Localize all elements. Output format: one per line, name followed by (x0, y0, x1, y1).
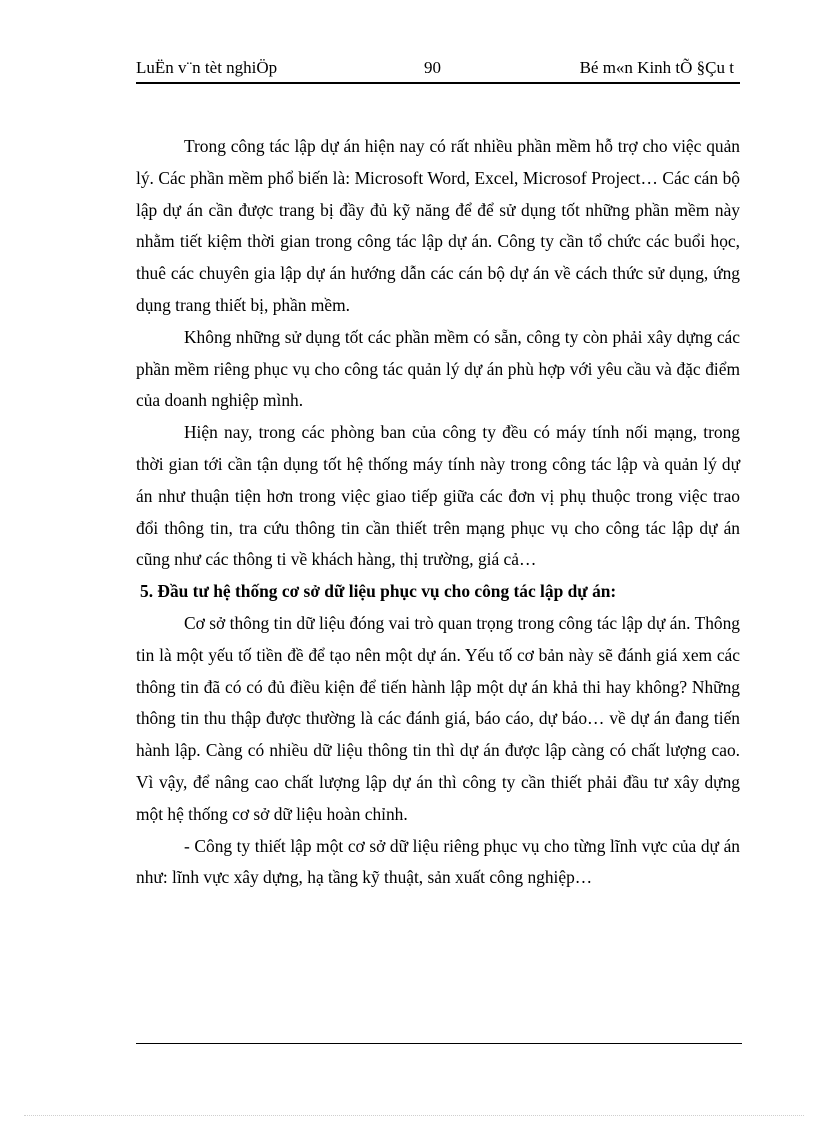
page-edge-divider (24, 1115, 804, 1116)
header-department: Bé m«n Kinh tÕ §Çu t (579, 58, 734, 77)
section-heading: 5. Đầu tư hệ thống cơ sở dữ liệu phục vụ cho công tác lập dự án: (140, 581, 617, 602)
page-header (136, 56, 740, 84)
body-paragraph: - Công ty thiết lập một cơ sở dữ liệu riêng phục vụ cho từng lĩnh vực của dự án như: lĩnh vực xây dựng, hạ tầng kỹ thuật, sản xuất công nghiệp… (136, 835, 740, 888)
body-paragraph: Cơ sở thông tin dữ liệu đóng vai trò quan trọng trong công tác lập dự án. Thông tin là một yếu tố tiền đề để tạo nên một dự án. Yếu tố cơ bản này sẽ đánh giá xem các thông tin đã có có đủ điều kiện để tiến hành lập một dự án khả thi hay không? Những thông tin thu thập được thường là các đánh giá, báo cáo, dự báo… về dự án đang tiến hành lập. Càng có nhiều dữ liệu thông tin thì dự án được lập càng có chất lượng cao. Vì vậy, để nâng cao chất lượng lập dự án thì công ty cần thiết phải đầu tư xây dựng một hệ thống cơ sở dữ liệu hoàn chỉnh. (136, 612, 740, 824)
body-paragraph: Hiện nay, trong các phòng ban của công ty đều có máy tính nối mạng, trong thời gian tới cần tận dụng tốt hệ thống máy tính này trong công tác lập và quản lý dự án như thuận tiện hơn trong việc giao tiếp giữa các đơn vị phụ thuộc trong việc trao đổi thông tin, tra cứu thông tin cần thiết trên mạng phục vụ cho công tác lập dự án cũng như các thông ti về khách hàng, thị trường, giá cả… (136, 422, 740, 570)
page-number: 90 (424, 58, 441, 77)
body-paragraph: Không những sử dụng tốt các phần mềm có sẵn, công ty còn phải xây dựng các phần mềm riêng phục vụ cho công tác quản lý dự án phù hợp với yêu cầu và đặc điểm của doanh nghiệp mình. (136, 326, 740, 411)
header-thesis-title: LuËn v¨n tèt nghiÖp (136, 58, 278, 77)
page-body (136, 131, 740, 894)
body-paragraph: Trong công tác lập dự án hiện nay có rất nhiều phần mềm hỗ trợ cho việc quản lý. Các phần mềm phổ biến là: Microsoft Word, Excel, Microsof Project… Các cán bộ lập dự án cần được trang bị đầy đủ kỹ năng để để sử dụng tốt những phần mềm này nhằm tiết kiệm thời gian trong công tác lập dự án. Công ty cần tổ chức các buổi học, thuê các chuyên gia lập dự án hướng dẫn các cán bộ dự án về cách thức sử dụng, ứng dụng trang thiết bị, phần mềm. (136, 136, 740, 315)
footer-rule (136, 1043, 742, 1044)
